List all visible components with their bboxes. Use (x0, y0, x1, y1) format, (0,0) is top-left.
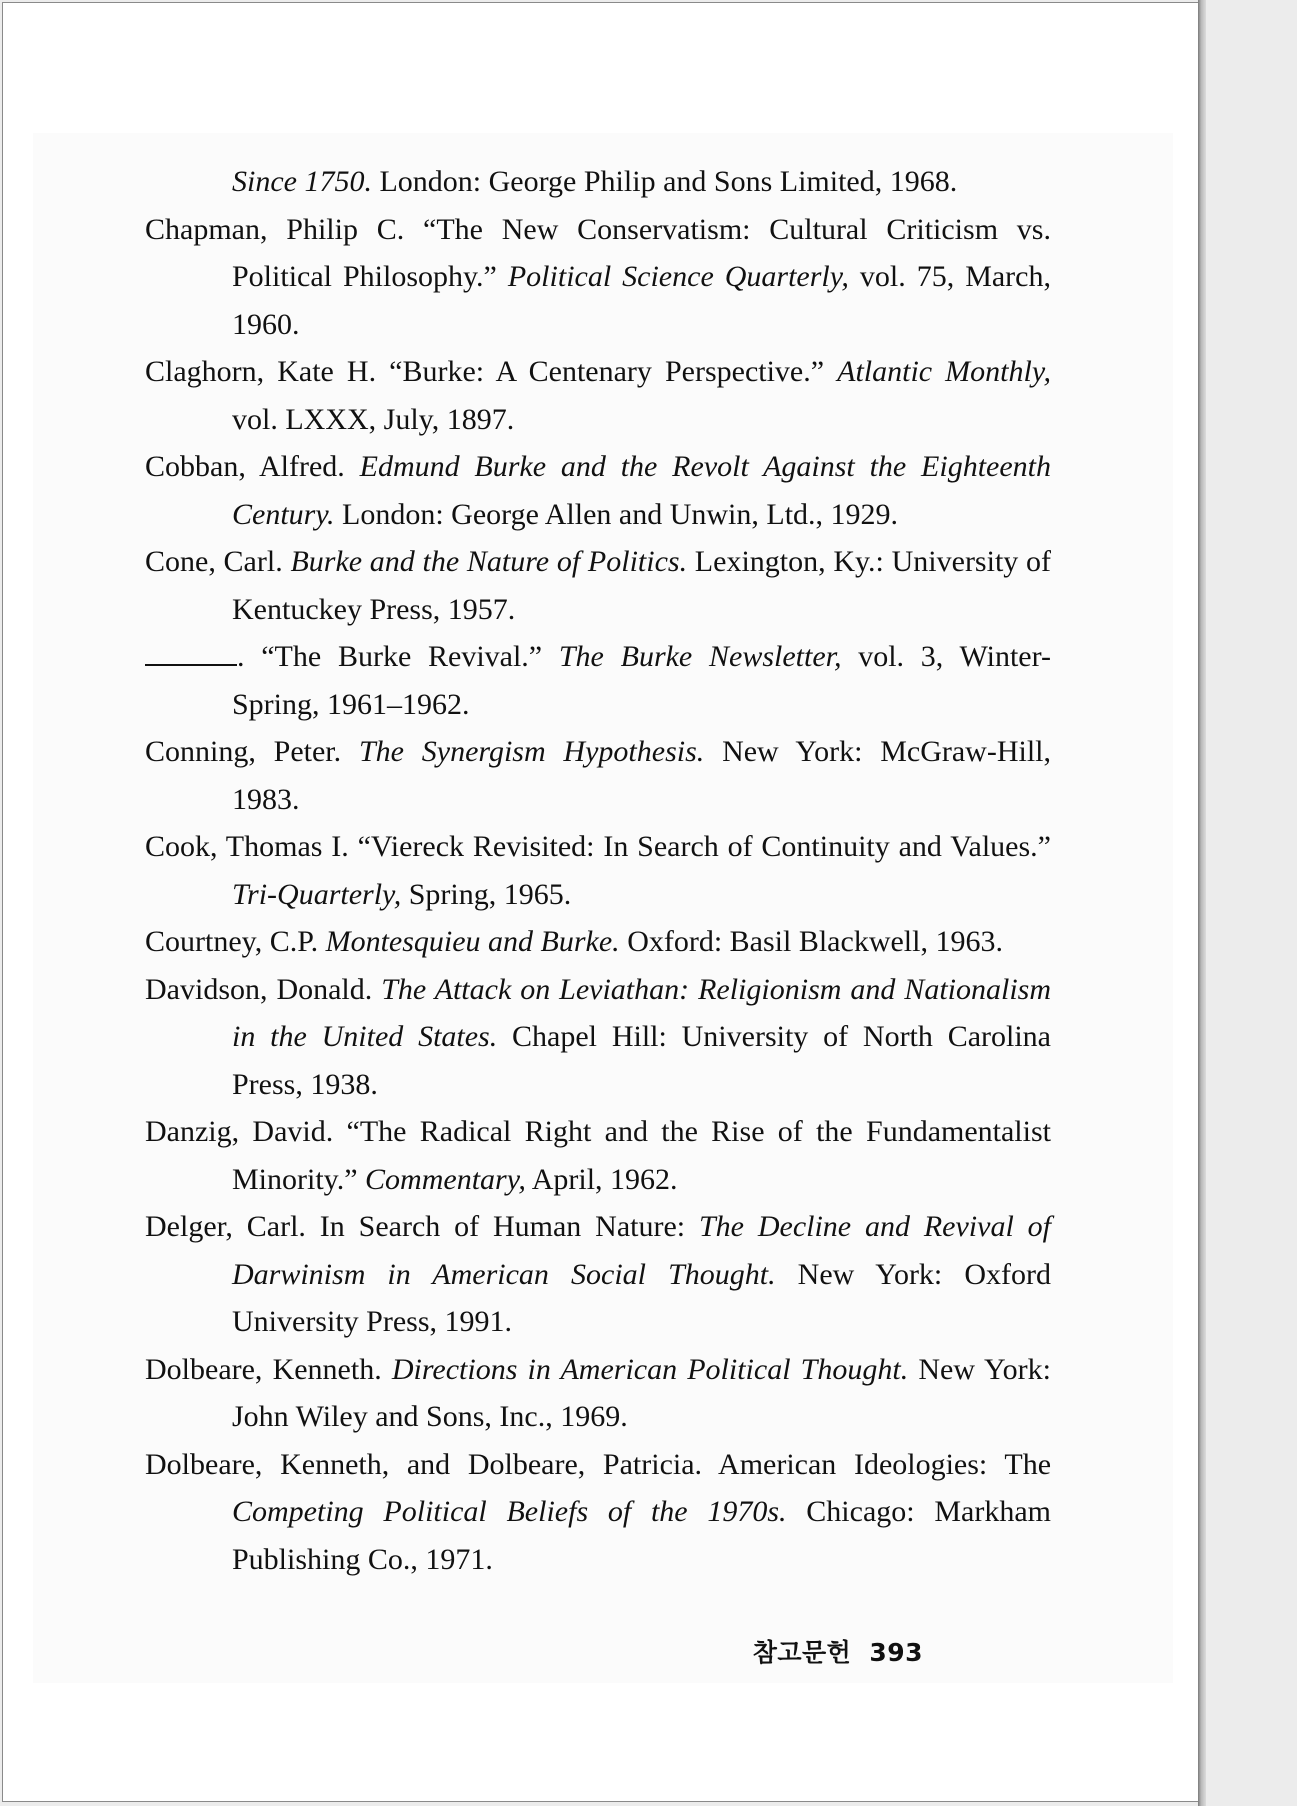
reference-title: The Decline and Revival of Darwinism in American Social Thought. (232, 1210, 1051, 1291)
reference-entry (145, 1203, 1051, 1346)
page-number: 393 (869, 1638, 923, 1667)
reference-article (341, 735, 359, 768)
book-page (2, 2, 1200, 1802)
reference-publication: Chicago: Markham Publishing Co., 1971. (232, 1495, 1051, 1576)
reference-entry (145, 348, 1051, 443)
reference-title: Burke and the Nature of Politics. (290, 545, 688, 578)
reference-title: Directions in American Political Thought. (391, 1352, 909, 1386)
reference-author: Dolbeare, Kenneth. (145, 1352, 382, 1386)
reference-publication: New York: Oxford University Press, 1991. (232, 1257, 1051, 1338)
reference-article: In Search of Human Nature: (305, 1210, 699, 1243)
reference-author: Cone, Carl. (145, 545, 283, 578)
reference-list (145, 158, 1051, 1583)
reference-title: The Burke Newsletter, (558, 640, 842, 673)
reference-article: “The Radical Right and the Rise of the Fundamentalist Minority.” (232, 1115, 1051, 1196)
reference-article (372, 973, 381, 1006)
reference-title: The Attack on Leviathan: Religionism and Nationalism in the United States. (232, 972, 1051, 1053)
reference-article (382, 1353, 392, 1386)
reference-publication: April, 1962. (525, 1162, 678, 1196)
running-footer-label: 참고문헌 (752, 1638, 852, 1667)
reference-publication: Spring, 1965. (401, 877, 572, 911)
reference-author: Delger, Carl. (145, 1210, 306, 1243)
reference-entry (145, 1441, 1051, 1584)
reference-article: American Ideologies: The (702, 1447, 1052, 1481)
reference-article (318, 925, 326, 958)
reference-article: “Viereck Revisited: In Search of Continuity and Values.” (348, 830, 1051, 863)
reference-entry (145, 538, 1051, 633)
reference-author: Davidson, Donald. (145, 972, 373, 1006)
reference-title: The Synergism Hypothesis. (358, 735, 705, 768)
reference-publication: Chapel Hill: University of North Carolina Press, 1938. (232, 1020, 1052, 1101)
reference-publication: London: George Philip and Sons Limited, 1968. (371, 165, 958, 198)
reference-article: “The New Conservatism: Cultural Criticism vs. Political Philosophy.” (232, 212, 1051, 293)
reference-entry (145, 728, 1051, 823)
reference-publication: vol. 3, Winter-Spring, 1961–1962. (232, 640, 1051, 721)
reference-entry (145, 823, 1051, 918)
reference-article (345, 450, 360, 483)
reference-title: Atlantic Monthly, (837, 355, 1051, 388)
reference-entry (145, 206, 1051, 349)
page-edge-shadow (1198, 0, 1206, 1806)
reference-entry (145, 966, 1051, 1109)
reference-publication: Lexington, Ky.: University of Kentuckey Press, 1957. (232, 545, 1051, 626)
reference-title: Since 1750. (232, 165, 372, 198)
reference-entry (145, 918, 1051, 966)
reference-entry-continued (145, 158, 1051, 206)
reference-entry-same-author (145, 633, 1051, 728)
reference-author: Danzig, David. (145, 1115, 334, 1148)
reference-publication: vol. LXXX, July, 1897. (232, 402, 515, 436)
reference-title: Montesquieu and Burke. (325, 925, 620, 958)
reference-author: Conning, Peter. (145, 735, 342, 768)
reference-publication: London: George Allen and Unwin, Ltd., 1929. (334, 497, 899, 531)
reference-title: Tri-Quarterly, (232, 877, 402, 911)
reference-entry (145, 1346, 1051, 1441)
reference-author: Claghorn, Kate H. (145, 355, 377, 388)
reference-title: Commentary, (365, 1162, 526, 1196)
reference-entry (145, 1108, 1051, 1203)
reference-title: Competing Political Beliefs of the 1970s. (232, 1495, 787, 1528)
reference-title: Political Science Quarterly, (507, 260, 849, 293)
reference-article: “Burke: A Centenary Perspective.” (376, 355, 838, 388)
same-author-dash (145, 640, 237, 666)
reference-author: Chapman, Philip C. (145, 212, 405, 246)
reference-author: Cook, Thomas I. (145, 830, 349, 863)
reference-publication: New York: McGraw-Hill, 1983. (232, 735, 1051, 816)
reference-author: Courtney, C.P. (145, 925, 319, 958)
reference-title: Edmund Burke and the Revolt Against the Eighteenth Century. (232, 450, 1052, 531)
page-footer (753, 1633, 923, 1669)
reference-publication: New York: John Wiley and Sons, Inc., 1969. (232, 1352, 1051, 1433)
reference-publication: vol. 75, March, 1960. (232, 260, 1051, 341)
reference-author: Cobban, Alfred. (145, 450, 345, 483)
reference-entry (145, 443, 1051, 538)
reference-publication: Oxford: Basil Blackwell, 1963. (619, 925, 1003, 958)
reference-author: Dolbeare, Kenneth, and Dolbeare, Patricia. (145, 1447, 703, 1481)
reference-article: . “The Burke Revival.” (237, 640, 559, 673)
